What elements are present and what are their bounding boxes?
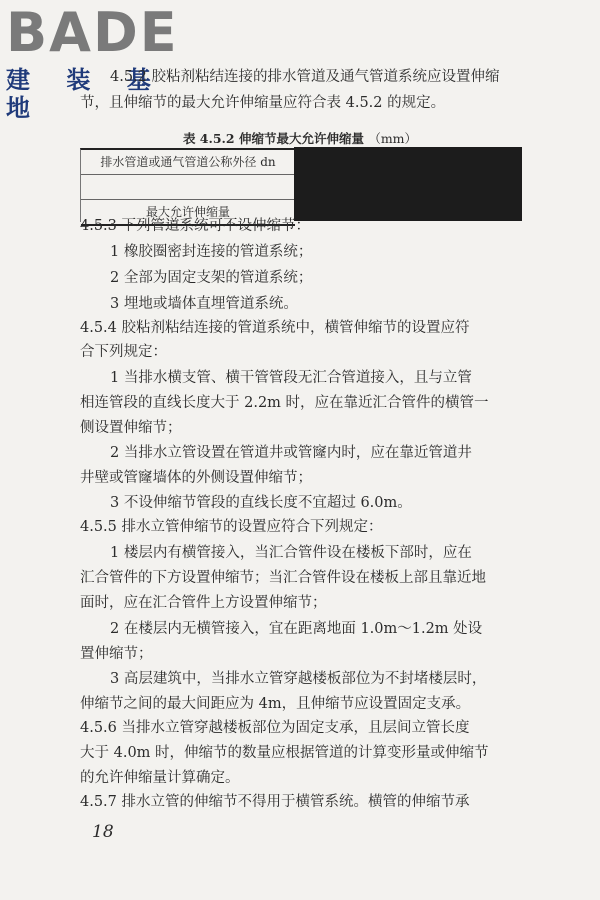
expansion-table (80, 148, 295, 222)
clause-4-5-3-item-1: 1 橡胶圈密封连接的管道系统； (110, 244, 313, 260)
clause-4-5-4-item-1-line-2: 相连管段的直线长度大于 2.2m 时，应在靠近汇合管件的横管一 (80, 395, 489, 411)
clause-4-5-3-item-3: 3 埋地或墙体直埋管道系统。 (110, 296, 298, 312)
clause-4-5-4-item-1-line-3: 侧设置伸缩节； (80, 420, 182, 436)
clause-4-5-5-item-3-line-2: 伸缩节之间的最大间距应为 4m，且伸缩节应设置固定支承。 (80, 696, 471, 712)
clause-4-5-4-item-2-line-2: 井壁或管窿墙体的外侧设置伸缩节； (80, 470, 312, 486)
clause-4-5-6-line-2: 大于 4.0m 时，伸缩节的数量应根据管道的计算变形量或伸缩节 (80, 745, 489, 761)
clause-4-5-5-item-1-line-1: 1 楼层内有横管接入，当汇合管件设在楼板下部时，应在 (110, 545, 472, 561)
clause-4-5-4-item-1-line-1: 1 当排水横支管、横干管管段无汇合管道接入，且与立管 (110, 370, 472, 386)
clause-4-5-3: 4.5.3 下列管道系统可不设伸缩节： (80, 218, 311, 234)
clause-4-5-5-item-3-line-1: 3 高层建筑中，当排水立管穿越楼板部位为不封堵楼层时， (110, 671, 487, 687)
clause-4-5-5-item-2-line-2: 置伸缩节； (80, 646, 153, 662)
clause-4-5-4-line-1: 4.5.4 胶粘剂粘结连接的管道系统中，横管伸缩节的设置应符 (80, 320, 470, 336)
table-row-blank (81, 175, 295, 200)
clause-4-5-3-item-2: 2 全部为固定支架的管道系统； (110, 270, 313, 286)
table-row-diameter: 排水管道或通气管道公称外径 dn (81, 150, 295, 175)
clause-4-5-2-line-2: 节，且伸缩节的最大允许伸缩量应符合表 4.5.2 的规定。 (80, 95, 446, 111)
clause-4-5-5-item-2-line-1: 2 在楼层内无横管接入，宜在距离地面 1.0m～1.2m 处设 (110, 621, 483, 637)
clause-4-5-5: 4.5.5 排水立管伸缩节的设置应符合下列规定： (80, 519, 383, 535)
clause-4-5-4-item-3: 3 不设伸缩节管段的直线长度不宜超过 6.0m。 (110, 495, 412, 511)
clause-4-5-5-item-1-line-3: 面时，应在汇合管件上方设置伸缩节； (80, 595, 327, 611)
logo-subtitle: 建 装 基 地 (6, 66, 165, 122)
table-row-max-expansion: 最大允许伸缩量 (81, 200, 295, 226)
table-caption (0, 129, 600, 147)
table-caption-unit: （mm） (368, 131, 418, 146)
redacted-table-values (294, 147, 522, 221)
clause-4-5-7: 4.5.7 排水立管的伸缩节不得用于横管系统。横管的伸缩节承 (80, 794, 470, 810)
logo-wordmark: BADE (6, 1, 179, 64)
table-caption-title: 表 4.5.2 伸缩节最大允许伸缩量 (182, 131, 364, 146)
page-number: 18 (92, 822, 114, 842)
clause-4-5-6-line-1: 4.5.6 当排水立管穿越楼板部位为固定支承，且层间立管长度 (80, 720, 470, 736)
clause-4-5-2-line-1: 4.5.2 胶粘剂粘结连接的排水管道及通气管道系统应设置伸缩 (110, 69, 500, 85)
clause-4-5-6-line-3: 的允许伸缩量计算确定。 (80, 770, 240, 786)
clause-4-5-5-item-1-line-2: 汇合管件的下方设置伸缩节；当汇合管件设在楼板上部且靠近地 (80, 570, 486, 586)
clause-4-5-4-line-2: 合下列规定： (80, 344, 167, 360)
clause-4-5-4-item-2-line-1: 2 当排水立管设置在管道井或管窿内时，应在靠近管道井 (110, 445, 472, 461)
